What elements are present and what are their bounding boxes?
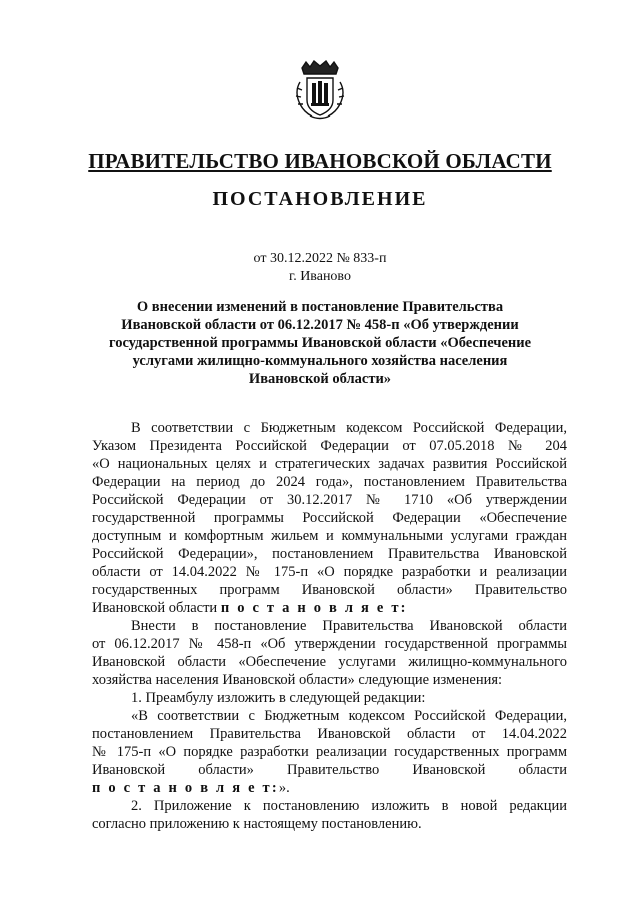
body-line (92, 599, 567, 617)
body-text: ». (278, 780, 290, 796)
body-line: от 06.12.2017 № 458-п «Об утверждении государственной программы (92, 636, 567, 652)
coat-of-arms-icon (292, 60, 348, 122)
body-line: доступным и комфортным жильем и коммунальными услугами граждан (92, 528, 567, 544)
body-line: Федерации на период до 2024 года», постановлением Правительства (92, 474, 567, 490)
body-line: Ивановской области» Правительство Ивановской области (92, 762, 567, 778)
resolves-word: п о с т а н о в л я е т: (220, 600, 408, 616)
body-text: Ивановской области (92, 600, 218, 616)
body-line: государственных программ Ивановской области» Правительство (92, 582, 567, 598)
body-line: Ивановской области «Обеспечение услугами жилищно-коммунального (92, 654, 567, 670)
subject-line: Ивановской области от 06.12.2017 № 458-п «Об утверждении (121, 317, 519, 333)
document-subject (100, 298, 540, 388)
subject-line: Ивановской области» (248, 371, 392, 387)
body-line: № 175-п «О порядке разработки реализации государственных программ (92, 744, 567, 760)
subject-line: О внесении изменений в постановление Правительства (136, 299, 504, 315)
document-type: ПОСТАНОВЛЕНИЕ (212, 188, 428, 210)
body-line: «О национальных целях и стратегических задачах развития Российской (92, 456, 567, 472)
body-line: Указом Президента Российской Федерации от 07.05.2018 № 204 (92, 438, 567, 454)
body-line: 2. Приложение к постановлению изложить в новой редакции (131, 798, 567, 814)
date-number: от 30.12.2022 № 833-п (253, 251, 387, 266)
body-line (92, 779, 567, 797)
body-line: В соответствии с Бюджетным кодексом Российской Федерации, (131, 420, 567, 436)
body-line: Российской Федерации», постановлением Правительства Ивановской (92, 546, 567, 562)
body-line: постановлением Правительства Ивановской области от 14.04.2022 (92, 726, 567, 742)
body-line: области от 14.04.2022 № 175-п «О порядке разработки и реализации (92, 564, 567, 580)
body-line: 1. Преамбулу изложить в следующей редакции: (131, 690, 426, 706)
body-line: государственной программы Российской Федерации «Обеспечение (92, 510, 567, 526)
body-line: «В соответствии с Бюджетным кодексом Российской Федерации, (131, 708, 567, 724)
government-name: ПРАВИТЕЛЬСТВО ИВАНОВСКОЙ ОБЛАСТИ (88, 149, 552, 173)
body-line: Российской Федерации от 30.12.2017 № 1710 «Об утверждении (92, 492, 567, 508)
document-body (92, 419, 567, 833)
document-meta (0, 250, 640, 286)
resolves-word: п о с т а н о в л я е т: (92, 780, 279, 796)
subject-line: услугами жилищно-коммунального хозяйства населения (132, 353, 508, 369)
city: г. Иваново (289, 269, 351, 284)
body-line: хозяйства населения Ивановской области» следующие изменения: (92, 672, 503, 688)
subject-line: государственной программы Ивановской области «Обеспечение (108, 335, 532, 351)
body-line: согласно приложению к настоящему постановлению. (92, 816, 422, 832)
body-line: Внести в постановление Правительства Ивановской области (131, 618, 567, 634)
